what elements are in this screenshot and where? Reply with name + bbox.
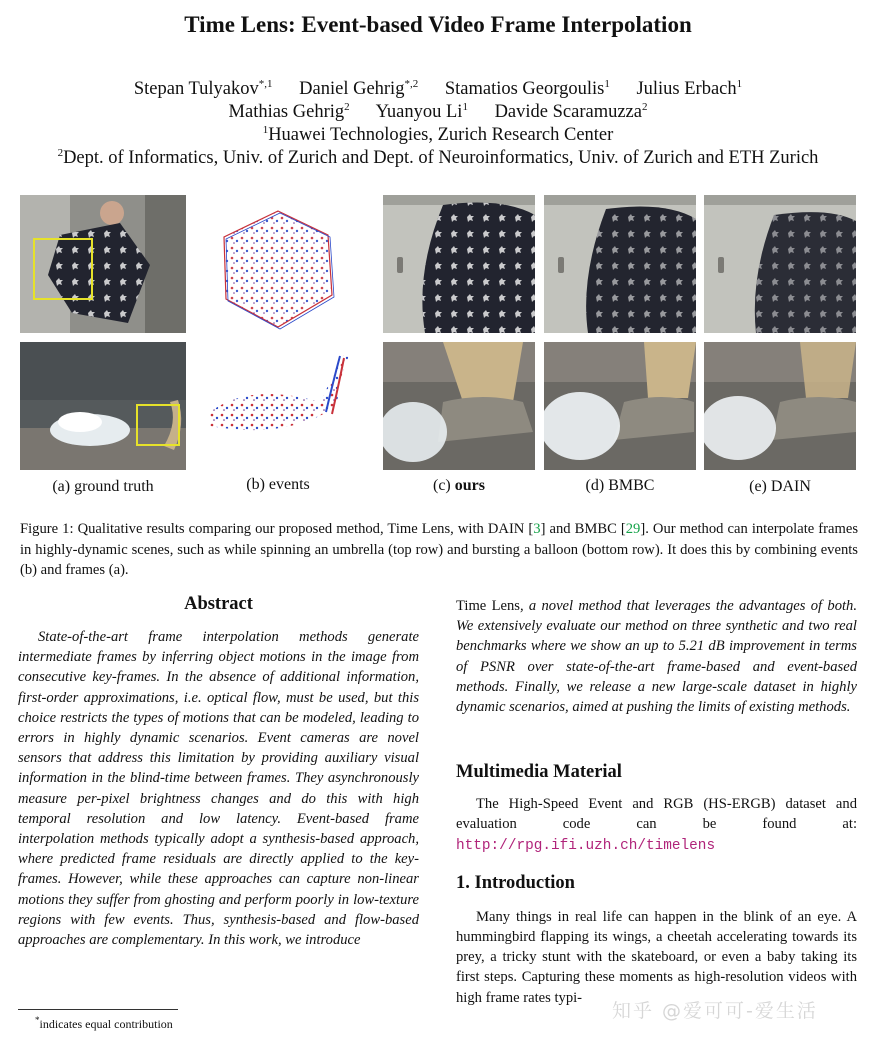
gt-balloon-image [20, 342, 186, 470]
label-dain: (e) DAIN [749, 478, 811, 495]
author-name: Mathias Gehrig [228, 102, 345, 122]
introduction-heading: 1. Introduction [456, 872, 575, 893]
author-row-1: Stepan Tulyakov$^{*,1}$ Daniel Gehrig$^{*,2}$ Stamatios Georgoulis$^1$ Julius Erbach$^1$ [133, 77, 743, 99]
events-umbrella-image [200, 195, 356, 335]
author-name: Davide Scaramuzza [494, 102, 642, 122]
left-column [18, 594, 419, 950]
author-block [0, 78, 876, 170]
author-name: Daniel Gehrig [299, 79, 405, 99]
ours-balloon-image [383, 342, 535, 470]
author-name: Julius Erbach [636, 79, 737, 99]
label-bmbc: (d) BMBC [585, 477, 655, 494]
author-name: Stamatios Georgoulis [444, 79, 605, 99]
author-name: Yuanyou Li [375, 102, 463, 122]
bmbc-umbrella-image [544, 195, 696, 333]
multimedia-heading: Multimedia Material [456, 762, 622, 783]
gt-umbrella-image [20, 195, 186, 333]
dain-balloon-image [704, 342, 856, 470]
ours-umbrella-image [383, 195, 535, 333]
citation-link[interactable]: 3 [533, 521, 541, 537]
dataset-url-link[interactable]: http://rpg.ifi.uzh.ch/timelens [456, 837, 716, 854]
label-events: (b) events [246, 476, 310, 493]
watermark: 知乎 @爱可可-爱生活 [612, 1000, 818, 1022]
footnote: *indicates equal contribution [35, 1015, 173, 1031]
label-ours: (c) ours [433, 477, 485, 494]
label-ground-truth: (a) ground truth [52, 478, 154, 495]
figure-caption: Figure 1: Qualitative results comparing our proposed method, Time Lens, with DAIN [3] and BMBC [29]. Our method can interpolate frames in highly-dynamic scenes, such as while spinning an umbrella (top row) and bursting a balloon (bottom row). It does this by combining events (b) and frames (a). [20, 521, 859, 578]
footnote-rule [18, 1009, 178, 1010]
author-name: Stepan Tulyakov [133, 79, 259, 99]
introduction-body: Many things in real life can happen in the blink of an eye. A hummingbird flapping its wings, a cheetah accelerating towards its prey, a tricky stunt with the skateboard, or even a baby taking its first steps. Capturing these moments as high-resolution videos with high frame rates typi- [456, 908, 857, 1006]
bmbc-balloon-image [544, 342, 696, 470]
abstract-heading: Abstract [184, 594, 253, 614]
figure-1 [20, 195, 856, 500]
paper-title: Time Lens: Event-based Video Frame Interpolation [184, 12, 692, 37]
affiliation-1: $^1$Huawei Technologies, Zurich Research Center [262, 123, 614, 145]
citation-link[interactable]: 29 [625, 521, 641, 537]
affiliation-2: $^2$Dept. of Informatics, Univ. of Zurich and Dept. of Neuroinformatics, Univ. of Zurich and ETH Zurich [57, 146, 819, 168]
multimedia-body: The High-Speed Event and RGB (HS-ERGB) dataset and evaluation code can be found at: http://rpg.ifi.uzh.ch/timelens [456, 796, 857, 854]
dain-umbrella-image [704, 195, 856, 333]
right-column [456, 596, 857, 1008]
abstract-body: State-of-the-art frame interpolation methods generate intermediate frames by inferring object motions in the image from consecutive key-frames. In the absence of additional information, first-order approximations, i.e. optical flow, must be used, but this choice restricts the types of motions that can be modeled, leading to errors in highly dynamic scenarios. Event cameras are novel sensors that address this limitation by providing auxiliary visual information in the blind-time between frames. They asynchronously measure per-pixel brightness changes and do this with high temporal resolution and low latency. Event-based frame interpolation methods typically adopt a synthesis-based approach, where predicted frame residuals are directly applied to the key-frames. However, while these approaches can capture non-linear motions they suffer from ghosting and perform poorly in low-texture regions with few events. Thus, synthesis-based and flow-based approaches are complementary. In this work, we introduce [18, 629, 419, 949]
events-balloon-image [200, 342, 356, 470]
abstract-continuation: Time Lens, a novel method that leverages the advantages of both. We extensively evaluate our method on three synthetic and two real benchmarks where we show an up to 5.21 dB improvement in terms of PSNR over state-of-the-art frame-based and event-based methods. Finally, we release a new large-scale dataset in highly dynamic scenarios, aimed at pushing the limits of existing methods. [456, 598, 857, 716]
author-row-2: Mathias Gehrig$^2$ Yuanyou Li$^1$ Davide Scaramuzza$^2$ [228, 100, 648, 122]
